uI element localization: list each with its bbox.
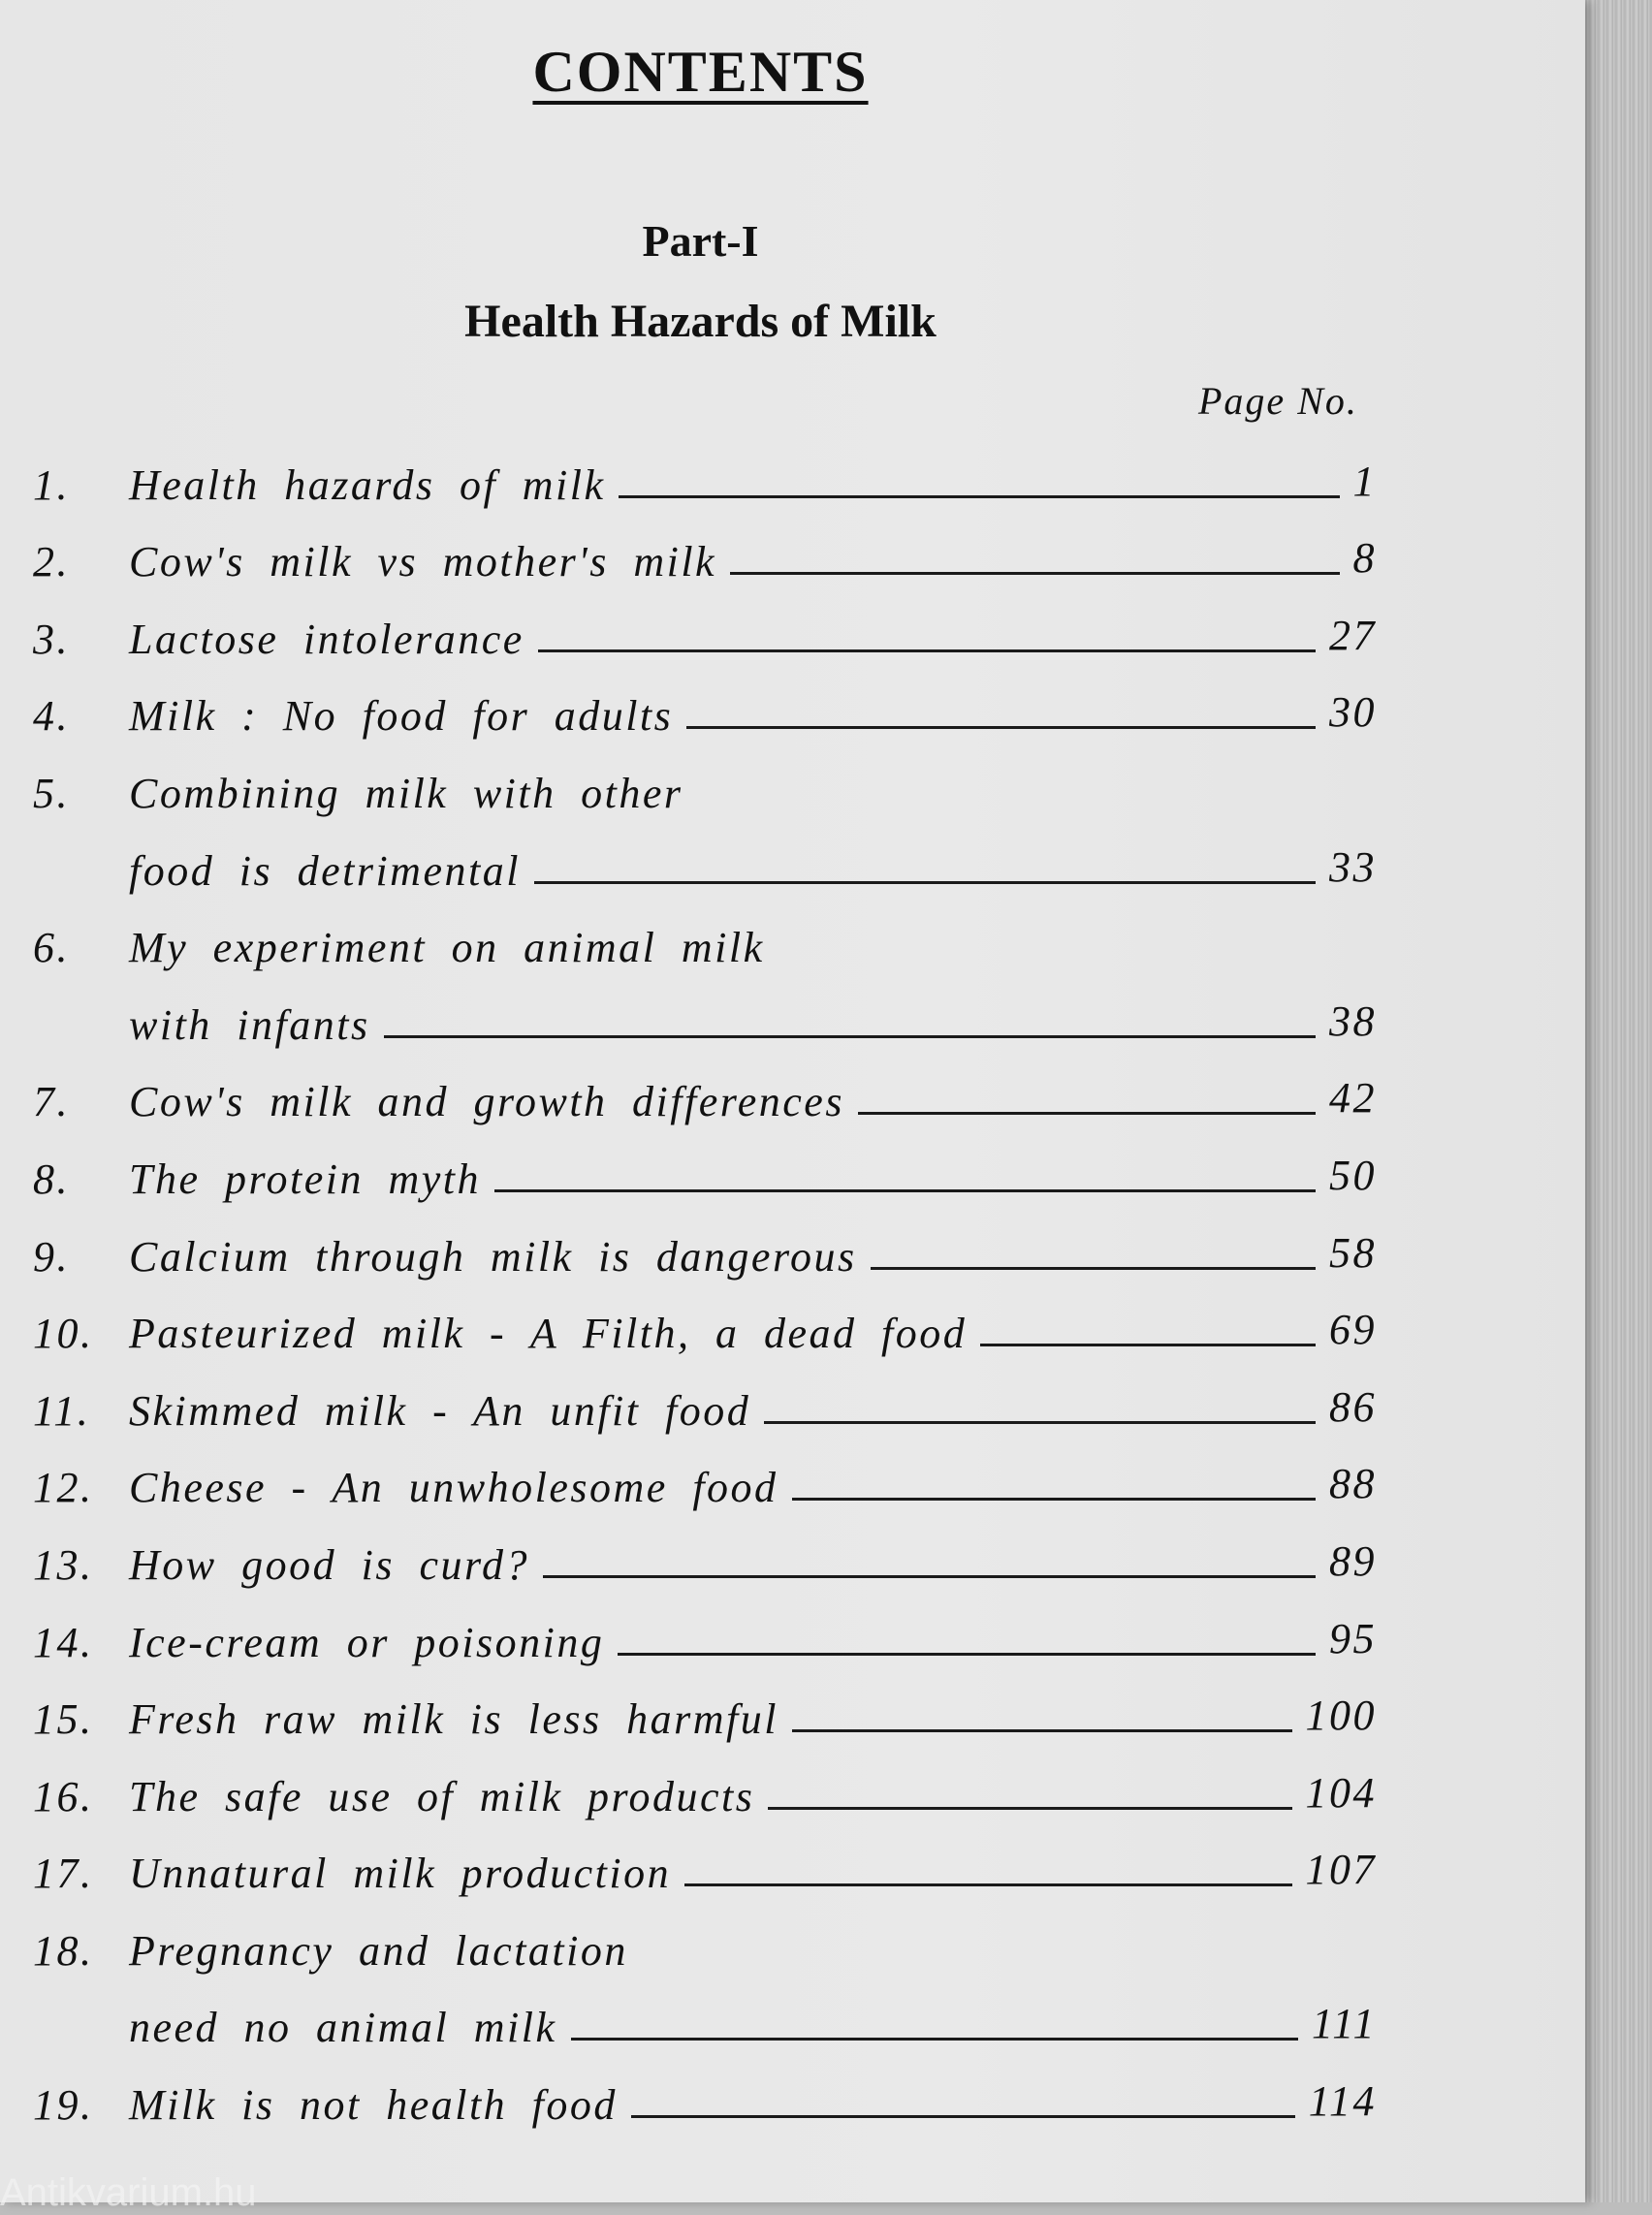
toc-page-number: 30 <box>1329 688 1377 737</box>
watermark: Antikvarium.hu <box>0 2171 257 2214</box>
toc-entry-title: Pasteurized milk - A Filth, a dead food <box>129 1310 968 1358</box>
toc-page-number: 33 <box>1329 842 1377 891</box>
toc-page-number: 89 <box>1329 1536 1377 1585</box>
toc-entry-number: 9. <box>33 1232 70 1281</box>
toc-leader-line <box>686 726 1316 729</box>
toc-row <box>0 446 1377 523</box>
toc-row <box>0 909 1377 987</box>
toc-entry-number: 1. <box>33 460 70 509</box>
part-subtitle: Health Hazards of Milk <box>464 296 937 347</box>
toc-row <box>0 1218 1377 1295</box>
toc-leader-line <box>384 1035 1316 1038</box>
toc-row <box>0 1295 1377 1373</box>
toc-row <box>0 1681 1377 1758</box>
toc-row <box>0 1526 1377 1603</box>
toc-page-number: 58 <box>1329 1228 1377 1277</box>
toc-entry-number: 3. <box>33 615 70 663</box>
toc-row <box>0 1989 1377 2067</box>
toc-entry-title: with infants <box>129 1000 370 1049</box>
toc-page-number: 69 <box>1329 1306 1377 1354</box>
toc-row <box>0 1063 1377 1141</box>
toc-entry-title: Calcium through milk is dangerous <box>129 1232 857 1281</box>
toc-leader-line <box>538 649 1316 652</box>
toc-entry-title: My experiment on animal milk <box>129 924 765 972</box>
toc-page-number: 42 <box>1329 1074 1377 1123</box>
toc-row <box>0 1140 1377 1218</box>
toc-entry-title: Cow's milk and growth differences <box>129 1078 844 1126</box>
toc-page-number: 111 <box>1312 2000 1377 2048</box>
toc-page-number: 50 <box>1329 1151 1377 1199</box>
toc-entry-title: Milk is not health food <box>129 2081 618 2130</box>
toc-leader-line <box>871 1267 1316 1270</box>
toc-page-number: 8 <box>1352 534 1377 583</box>
toc-row <box>0 678 1377 755</box>
toc-entry-title: Lactose intolerance <box>129 615 524 663</box>
toc-leader-line <box>618 1653 1316 1656</box>
table-of-contents <box>0 446 1377 2143</box>
toc-entry-title: Combining milk with other <box>129 769 683 817</box>
toc-leader-line <box>764 1421 1316 1424</box>
toc-row <box>0 1449 1377 1527</box>
toc-entry-title: Cheese - An unwholesome food <box>129 1464 778 1512</box>
toc-leader-line <box>730 572 1339 575</box>
toc-leader-line <box>571 2038 1298 2041</box>
toc-page-number: 27 <box>1329 611 1377 659</box>
toc-entry-number: 10. <box>33 1310 94 1358</box>
toc-entry-title: food is detrimental <box>129 846 521 895</box>
toc-entry-number: 16. <box>33 1772 94 1820</box>
toc-entry-title: Milk : No food for adults <box>129 692 674 741</box>
toc-page-number: 104 <box>1305 1768 1377 1817</box>
page-title <box>0 39 1401 106</box>
toc-row <box>0 1912 1377 1989</box>
toc-entry-title: Fresh raw milk is less harmful <box>129 1695 778 1744</box>
toc-leader-line <box>768 1807 1291 1810</box>
toc-entry-number: 4. <box>33 692 70 741</box>
toc-row <box>0 1757 1377 1835</box>
toc-leader-line <box>534 881 1316 884</box>
toc-entry-title: The protein myth <box>129 1155 481 1203</box>
toc-row <box>0 754 1377 832</box>
toc-entry-title: need no animal milk <box>129 2004 557 2052</box>
title-text: CONTENTS <box>532 40 869 104</box>
toc-leader-line <box>494 1189 1316 1192</box>
toc-page-number: 1 <box>1352 457 1377 505</box>
toc-entry-number: 14. <box>33 1618 94 1666</box>
toc-leader-line <box>980 1344 1316 1346</box>
toc-row <box>0 600 1377 678</box>
toc-entry-number: 5. <box>33 769 70 817</box>
page-no-label: Page No. <box>1198 379 1358 423</box>
toc-entry-number: 13. <box>33 1540 94 1589</box>
toc-page-number: 107 <box>1305 1846 1377 1894</box>
toc-entry-title: Unnatural milk production <box>129 1850 672 1898</box>
toc-leader-line <box>543 1575 1316 1578</box>
toc-row <box>0 986 1377 1063</box>
toc-entry-number: 7. <box>33 1078 70 1126</box>
toc-entry-title: Ice-cream or poisoning <box>129 1618 605 1666</box>
toc-page-number: 114 <box>1308 2077 1377 2126</box>
toc-row <box>0 2066 1377 2143</box>
toc-row <box>0 523 1377 601</box>
toc-row <box>0 1372 1377 1449</box>
toc-leader-line <box>858 1112 1316 1115</box>
toc-row <box>0 832 1377 909</box>
toc-entry-number: 11. <box>33 1386 91 1435</box>
part-heading: Part-I <box>642 216 759 266</box>
toc-page-number: 86 <box>1329 1382 1377 1431</box>
toc-entry-title: Health hazards of milk <box>129 460 606 509</box>
toc-entry-number: 17. <box>33 1850 94 1898</box>
toc-entry-number: 18. <box>33 1926 94 1975</box>
toc-entry-number: 6. <box>33 924 70 972</box>
toc-entry-title: How good is curd? <box>129 1540 529 1589</box>
toc-entry-number: 15. <box>33 1695 94 1744</box>
toc-page-number: 88 <box>1329 1460 1377 1508</box>
toc-entry-number: 19. <box>33 2081 94 2130</box>
toc-leader-line <box>684 1883 1291 1886</box>
toc-entry-title: Pregnancy and lactation <box>129 1926 628 1975</box>
toc-entry-title: The safe use of milk products <box>129 1772 755 1820</box>
toc-leader-line <box>792 1729 1292 1732</box>
toc-row <box>0 1603 1377 1681</box>
toc-entry-title: Skimmed milk - An unfit food <box>129 1386 751 1435</box>
toc-leader-line <box>631 2115 1295 2118</box>
toc-entry-title: Cow's milk vs mother's milk <box>129 538 717 586</box>
toc-row <box>0 1835 1377 1913</box>
toc-entry-number: 2. <box>33 538 70 586</box>
toc-leader-line <box>619 495 1339 498</box>
toc-entry-number: 12. <box>33 1464 94 1512</box>
toc-page-number: 100 <box>1305 1692 1377 1740</box>
toc-leader-line <box>792 1498 1316 1501</box>
toc-page-number: 95 <box>1329 1614 1377 1662</box>
toc-entry-number: 8. <box>33 1155 70 1203</box>
toc-page-number: 38 <box>1329 997 1377 1045</box>
